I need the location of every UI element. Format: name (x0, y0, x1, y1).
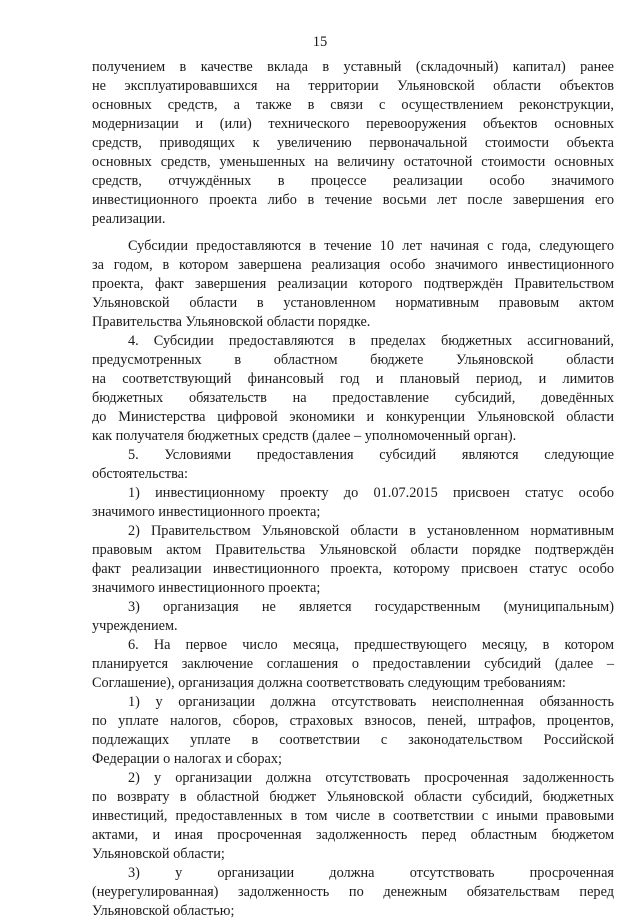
text-line: за годом, в котором завершена реализация особо значимого инвестиционного (92, 257, 614, 273)
text-line: как получателя бюджетных средств (далее – уполномоченный орган). (92, 428, 517, 444)
text-line: основных средств, а также в связи с осуществлением реконструкции, (92, 97, 614, 113)
text-line: планируется заключение соглашения о предоставлении субсидий (далее – (92, 656, 614, 672)
text-line: не эксплуатировавшихся на территории Ульяновской области объектов (92, 78, 614, 94)
text-line: Ульяновской области в установленном нормативным правовым актом (92, 295, 614, 311)
page-number: 15 (312, 34, 328, 50)
text-line: 2) Правительством Ульяновской области в установленном нормативным (128, 523, 614, 539)
text-line: значимого инвестиционного проекта; (92, 504, 321, 520)
text-line: модернизации и (или) технического перевооружения объектов основных (92, 116, 614, 132)
text-line: Правительства Ульяновской области порядке. (92, 314, 371, 330)
text-line: 1) инвестиционному проекту до 01.07.2015 присвоен статус особо (128, 485, 614, 501)
paragraph-item-5-3 (92, 598, 614, 636)
paragraph-item-6-3 (92, 864, 614, 921)
text-line: Федерации о налогах и сборах; (92, 751, 282, 767)
text-line: значимого инвестиционного проекта; (92, 580, 321, 596)
text-line: получением в качестве вклада в уставный (складочный) капитал) ранее (92, 59, 614, 75)
paragraph-item-5-1 (92, 484, 614, 522)
text-line: средств, приводящих к увеличению первоначальной стоимости объекта (92, 135, 614, 151)
text-line: 3) организация не является государственным (муниципальным) (128, 599, 614, 615)
document-body (92, 58, 614, 921)
text-line: инвестиционного проекта либо в течение восьми лет после завершения его (92, 192, 614, 208)
text-line: (неурегулированная) задолженность по денежным обязательствам перед (92, 884, 614, 900)
paragraph-item-6 (92, 636, 614, 693)
text-line: 6. На первое число месяца, предшествующего месяцу, в котором (128, 637, 614, 653)
text-line: 1) у организации должна отсутствовать неисполненная обязанность (128, 694, 614, 710)
text-line: 5. Условиями предоставления субсидий являются следующие (128, 447, 614, 463)
text-line: актами, и иная просроченная задолженность перед областным бюджетом (92, 827, 614, 843)
paragraph-subsidies-10-years (92, 237, 614, 332)
text-line: учреждением. (92, 618, 178, 634)
text-line: основных средств, уменьшенных на величину остаточной стоимости основных (92, 154, 614, 170)
text-line: Соглашение), организация должна соответствовать следующим требованиям: (92, 675, 566, 691)
text-line: инвестиций, предоставленных в том числе в соответствии с иными правовыми (92, 808, 614, 824)
paragraph-item-6-1 (92, 693, 614, 769)
text-line: средств, отчуждённых в процессе реализации особо значимого (92, 173, 614, 189)
text-line: проекта, факт завершения реализации которого подтверждён Правительством (92, 276, 614, 292)
paragraph-item-4 (92, 332, 614, 446)
text-line: обстоятельства: (92, 466, 189, 482)
text-line: Ульяновской областью; (92, 903, 235, 919)
paragraph-item-5-2 (92, 522, 614, 598)
text-line: предусмотренных в областном бюджете Ульяновской области (92, 352, 614, 368)
text-line: факт реализации инвестиционного проекта, которому присвоен статус особо (92, 561, 614, 577)
text-line: бюджетных обязательств на предоставление субсидий, доведённых (92, 390, 614, 406)
paragraph-continuation (92, 58, 614, 229)
text-line: до Министерства цифровой экономики и конкуренции Ульяновской области (92, 409, 614, 425)
paragraph-item-5 (92, 446, 614, 484)
text-line: на соответствующий финансовый год и плановый период, и лимитов (92, 371, 614, 387)
text-line: 4. Субсидии предоставляются в пределах бюджетных ассигнований, (128, 333, 614, 349)
text-line: 2) у организации должна отсутствовать просроченная задолженность (128, 770, 614, 786)
text-line: 3) у организации должна отсутствовать просроченная (128, 865, 614, 881)
text-line: по возврату в областной бюджет Ульяновской области субсидий, бюджетных (92, 789, 614, 805)
text-line: подлежащих уплате в соответствии с законодательством Российской (92, 732, 614, 748)
text-line: Субсидии предоставляются в течение 10 лет начиная с года, следующего (128, 238, 614, 254)
text-line: по уплате налогов, сборов, страховых взносов, пеней, штрафов, процентов, (92, 713, 614, 729)
text-line: Ульяновской области; (92, 846, 225, 862)
text-line: реализации. (92, 211, 166, 227)
paragraph-item-6-2 (92, 769, 614, 864)
text-line: правовым актом Правительства Ульяновской области порядке подтверждён (92, 542, 614, 558)
